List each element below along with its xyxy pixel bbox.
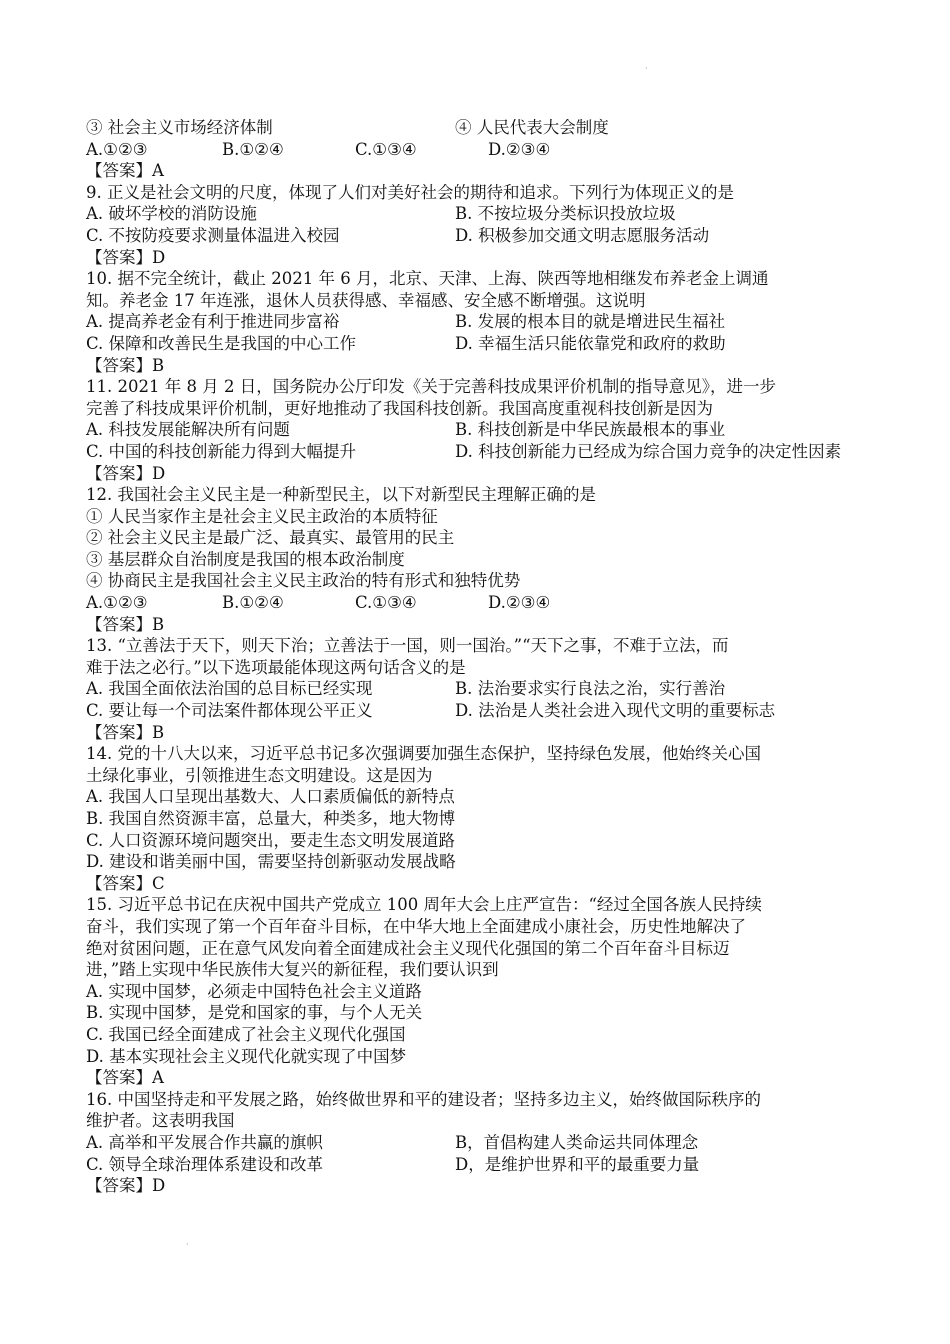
question-9-stem: 9. 正义是社会文明的尺度，体现了人们对美好社会的期待和追求。下列行为体现正义的是	[86, 182, 734, 202]
statement-2: ② 社会主义民主是最广泛、最真实、最管用的民主	[86, 528, 455, 548]
options-row	[86, 419, 876, 441]
option-d: D. 法治是人类社会进入现代文明的重要标志	[455, 701, 776, 721]
option-d: D. 科技创新能力已经成为综合国力竞争的决定性因素	[455, 441, 842, 461]
options-row	[86, 1154, 876, 1176]
answer: 【答案】A	[86, 1068, 164, 1088]
option-d: D. 建设和谐美丽中国，需要坚持创新驱动发展战略	[86, 852, 456, 872]
option-a: A. 我国人口呈现出基数大、人口素质偏低的新特点	[86, 787, 455, 807]
options-row	[86, 441, 876, 463]
option-a: A. 提高养老金有利于推进同步富裕	[86, 312, 340, 332]
choices-row	[86, 139, 876, 161]
options-row	[86, 311, 876, 333]
options-row	[86, 203, 876, 225]
option-b: B，首倡构建人类命运共同体理念	[455, 1132, 699, 1152]
option-a: A. 实现中国梦，必须走中国特色社会主义道路	[86, 981, 422, 1001]
option-a: A. 科技发展能解决所有问题	[86, 420, 290, 440]
options-row	[86, 1132, 876, 1154]
option-b: B. 科技创新是中华民族最根本的事业	[455, 420, 726, 440]
option-b: B. 实现中国梦，是党和国家的事，与个人无关	[86, 1003, 423, 1023]
question-15-stem: 15. 习近平总书记在庆祝中国共产党成立 100 周年大会上庄严宣告：“经过全国各族人民持续	[86, 895, 762, 915]
statement-4: ④ 协商民主是我国社会主义民主政治的特有形式和独特优势	[86, 571, 521, 591]
option-a: A. 高举和平发展合作共赢的旗帜	[86, 1132, 323, 1152]
option-c: C. 人口资源环境问题突出，要走生态文明发展道路	[86, 830, 456, 850]
options-row	[86, 678, 876, 700]
choice-c: C.①③④	[355, 139, 417, 159]
option-b: B. 我国自然资源丰富，总量大，种类多，地大物博	[86, 809, 456, 828]
question-sheet	[86, 117, 876, 1197]
question-15-stem: 绝对贫困问题，正在意气风发向着全面建成社会主义现代化强国的第二个百年奋斗目标迈	[86, 938, 730, 958]
answer: 【答案】D	[86, 463, 166, 483]
question-13-stem: 13. “立善法于天下，则天下治；立善法于一国，则一国治。”“天下之事，不难于立法，而	[86, 636, 729, 656]
answer: 【答案】B	[86, 614, 165, 634]
question-15-stem: 进，”踏上实现中华民族伟大复兴的新征程，我们要认识到	[86, 960, 499, 980]
choice-c: C.①③④	[355, 593, 417, 613]
option-d: D，是维护世界和平的最重要力量	[455, 1154, 700, 1174]
answer: 【答案】C	[86, 873, 165, 893]
question-16-stem: 维护者。这表明我国	[86, 1111, 235, 1131]
answer: 【答案】B	[86, 722, 165, 742]
option-d: D. 幸福生活只能依靠党和政府的救助	[455, 333, 726, 353]
choices-row	[86, 592, 876, 614]
option-b: B. 发展的根本目的就是增进民生福社	[455, 312, 726, 332]
choice-a: A.①②③	[86, 593, 148, 613]
option-a: A. 我国全面依法治国的总目标已经实现	[86, 679, 373, 699]
choice-d: D.②③④	[488, 593, 551, 613]
option-c: C. 不按防疫要求测量体温进入校园	[86, 225, 340, 245]
question-14-stem: 土绿化事业，引领推进生态文明建设。这是因为	[86, 765, 433, 785]
option-c: C. 我国已经全面建成了社会主义现代化强国	[86, 1024, 406, 1044]
option-c: C. 保障和改善民生是我国的中心工作	[86, 333, 357, 353]
choice-d: D.②③④	[488, 139, 551, 159]
option-a: A. 破坏学校的消防设施	[86, 204, 257, 224]
option-4: ④ 人民代表大会制度	[455, 118, 609, 137]
choice-a: A.①②③	[86, 139, 148, 159]
choice-b: B.①②④	[222, 593, 284, 613]
question-12-stem: 12. 我国社会主义民主是一种新型民主，以下对新型民主理解正确的是	[86, 485, 596, 505]
option-c: C. 要让每一个司法案件都体现公平正义	[86, 701, 373, 721]
question-13-stem: 难于法之必行。”以下选项最能体现这两句话含义的是	[86, 657, 466, 677]
option-b: B. 不按垃圾分类标识投放垃圾	[455, 204, 676, 224]
option-d: D. 基本实现社会主义现代化就实现了中国梦	[86, 1046, 407, 1066]
question-11-stem: 11. 2021 年 8 月 2 日，国务院办公厅印发《关于完善科技成果评价机制的指导意见》，进一步	[86, 377, 776, 397]
option-row	[86, 117, 876, 139]
question-15-stem: 奋斗，我们实现了第一个百年奋斗目标，在中华大地上全面建成小康社会，历史性地解决了	[86, 916, 746, 936]
option-b: B. 法治要求实行良法之治，实行善治	[455, 679, 726, 699]
options-row	[86, 700, 876, 722]
page-mark-bottom: ·	[186, 1240, 189, 1249]
question-11-stem: 完善了科技成果评价机制，更好地推动了我国科技创新。我国高度重视科技创新是因为	[86, 398, 713, 418]
statement-1: ① 人民当家作主是社会主义民主政治的本质特征	[86, 506, 438, 526]
question-10-stem: 10. 据不完全统计，截止 2021 年 6 月，北京、天津、上海、陕西等地相继发布养老金上调通	[86, 269, 769, 289]
options-row	[86, 333, 876, 355]
statement-3: ③ 基层群众自治制度是我国的根本政治制度	[86, 549, 405, 569]
option-3: ③ 社会主义市场经济体制	[86, 118, 273, 137]
question-10-stem: 知。养老金 17 年连涨，退休人员获得感、幸福感、安全感不断增强。这说明	[86, 290, 646, 310]
question-14-stem: 14. 党的十八大以来，习近平总书记多次强调要加强生态保护，坚持绿色发展，他始终关心国	[86, 744, 761, 764]
answer: 【答案】D	[86, 247, 166, 267]
answer: 【答案】D	[86, 1176, 166, 1196]
choice-b: B.①②④	[222, 139, 284, 159]
answer: 【答案】B	[86, 355, 165, 375]
answer: 【答案】A	[86, 161, 164, 181]
question-16-stem: 16. 中国坚持走和平发展之路，始终做世界和平的建设者；坚持多边主义，始终做国际秩序的	[86, 1089, 761, 1109]
option-c: C. 中国的科技创新能力得到大幅提升	[86, 441, 357, 461]
options-row	[86, 225, 876, 247]
page-mark-top: ·	[645, 64, 648, 73]
option-c: C. 领导全球治理体系建设和改革	[86, 1154, 324, 1174]
option-d: D. 积极参加交通文明志愿服务活动	[455, 225, 710, 245]
